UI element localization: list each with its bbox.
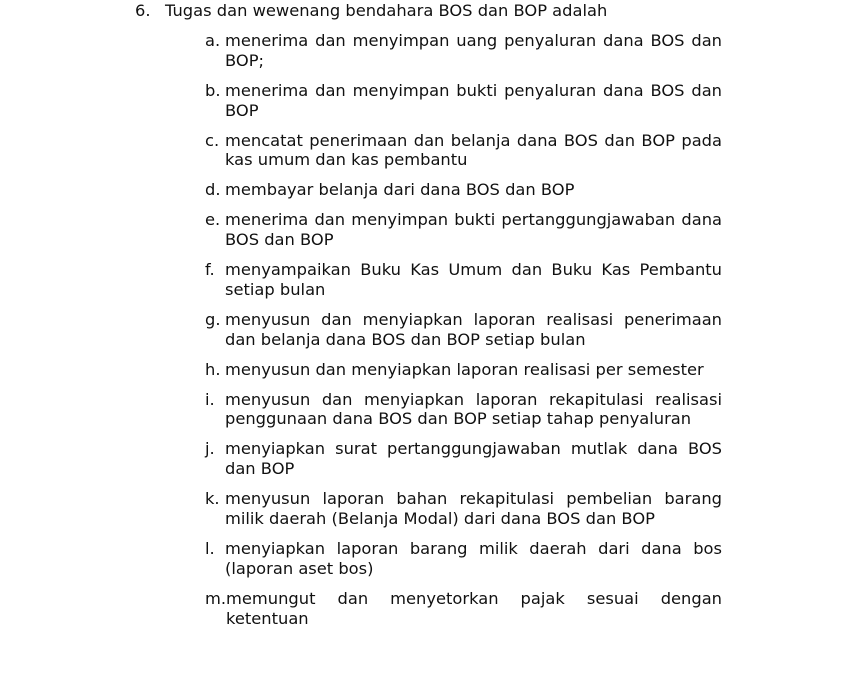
item-text: menyusun dan menyiapkan laporan realisasi per semester <box>225 359 704 379</box>
list-heading <box>135 1 607 21</box>
item-letter: g. <box>205 309 221 329</box>
item-letter: i. <box>205 389 215 409</box>
item-text: membayar belanja dari dana BOS dan BOP <box>225 180 575 200</box>
list-item <box>205 489 722 529</box>
item-letter: b. <box>205 80 221 100</box>
list-item <box>205 439 722 479</box>
item-letter: e. <box>205 210 221 230</box>
item-letter: j. <box>205 439 215 459</box>
list-item <box>205 81 722 121</box>
item-text: menerima dan menyimpan bukti penyaluran dana BOS dan BOP <box>225 80 722 120</box>
item-letter: h. <box>205 359 221 379</box>
list-item <box>205 131 722 171</box>
item-letter: k. <box>205 489 220 509</box>
item-letter: l. <box>205 539 215 558</box>
item-letter: a. <box>205 31 221 50</box>
heading-text: Tugas dan wewenang bendahara BOS dan BOP adalah <box>165 1 608 20</box>
item-text: memungut dan menyetorkan pajak sesuai dengan ketentuan <box>226 588 722 628</box>
list-item <box>205 210 722 250</box>
item-text: menyusun dan menyiapkan laporan realisasi penerimaan dan belanja dana BOS dan BOP setiap bulan <box>225 309 722 349</box>
item-text: mencatat penerimaan dan belanja dana BOS dan BOP pada kas umum dan kas pembantu <box>225 130 722 170</box>
duty-list <box>205 31 722 639</box>
item-text: menerima dan menyimpan uang penyaluran dana BOS dan BOP; <box>225 31 722 70</box>
list-item <box>205 180 722 200</box>
item-letter: c. <box>205 130 220 150</box>
list-item <box>205 260 722 300</box>
list-item <box>205 310 722 350</box>
item-letter: d. <box>205 180 221 200</box>
item-text: menyusun dan menyiapkan laporan rekapitulasi realisasi penggunaan dana BOS dan BOP setiap tahap penyaluran <box>225 389 722 429</box>
item-letter: m. <box>205 588 227 608</box>
item-text: menyampaikan Buku Kas Umum dan Buku Kas Pembantu setiap bulan <box>225 260 722 299</box>
item-letter: f. <box>205 260 215 280</box>
item-text: menyusun laporan bahan rekapitulasi pembelian barang milik daerah (Belanja Modal) dari dana BOS dan BOP <box>225 489 722 529</box>
list-item <box>205 360 722 380</box>
item-text: menyiapkan laporan barang milik daerah dari dana bos (laporan aset bos) <box>225 539 722 578</box>
list-item <box>205 390 722 430</box>
list-item <box>205 31 722 71</box>
item-text: menyiapkan surat pertanggungjawaban mutlak dana BOS dan BOP <box>225 439 722 479</box>
item-text: menerima dan menyimpan bukti pertanggungjawaban dana BOS dan BOP <box>225 210 722 250</box>
list-item <box>205 589 722 629</box>
list-item <box>205 539 722 579</box>
heading-number: 6. <box>135 1 151 20</box>
